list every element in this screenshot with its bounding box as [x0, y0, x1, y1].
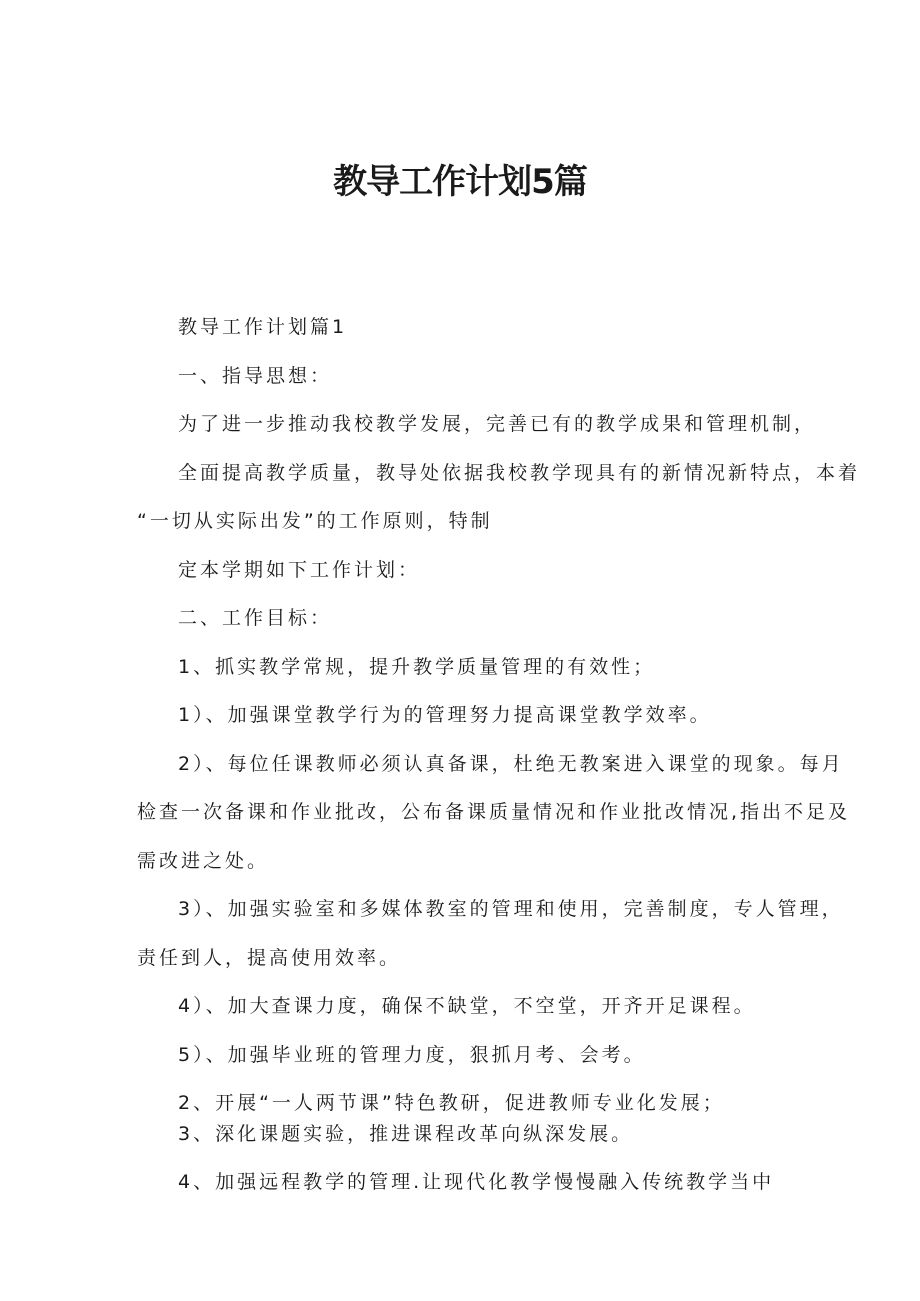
paragraph-line: 为了进一步推动我校教学发展，完善已有的教学成果和管理机制， [178, 413, 817, 435]
paragraph-line: 3、深化课题实验，推进课程改革向纵深发展。 [178, 1123, 634, 1145]
paragraph-line: 定本学期如下工作计划： [178, 559, 421, 581]
paragraph-line: 一、指导思想： [178, 365, 333, 387]
paragraph-line: 2、开展“一人两节课”特色教研，促进教师专业化发展； [178, 1092, 725, 1114]
section-heading: 教导工作计划篇1 [178, 316, 348, 338]
paragraph-line: 5）、加强毕业班的管理力度，狠抓月考、会考。 [178, 1044, 646, 1066]
paragraph-line: 全面提高教学质量，教导处依据我校教学现具有的新情况新特点，本着 [178, 462, 861, 484]
paragraph-line: 检查一次备课和作业批改，公布备课质量情况和作业批改情况,指出不足及 [137, 801, 851, 823]
paragraph-line: 4）、加大查课力度，确保不缺堂，不空堂，开齐开足课程。 [178, 995, 756, 1017]
paragraph-line: “一切从实际出发”的工作原则，特制 [137, 510, 493, 532]
paragraph-line: 4、加强远程教学的管理.让现代化教学慢慢融入传统教学当中 [178, 1171, 775, 1193]
paragraph-line: 责任到人，提高使用效率。 [137, 947, 402, 969]
paragraph-line: 需改进之处。 [137, 850, 270, 872]
paragraph-line: 3）、加强实验室和多媒体教室的管理和使用，完善制度，专人管理， [178, 898, 844, 920]
paragraph-line: 1）、加强课堂教学行为的管理努力提高课堂教学效率。 [178, 704, 712, 726]
paragraph-line: 二、工作目标： [178, 607, 333, 629]
document-title: 教导工作计划5篇 [333, 162, 587, 202]
paragraph-line: 1、抓实教学常规，提升教学质量管理的有效性； [178, 656, 656, 678]
paragraph-line: 2）、每位任课教师必须认真备课，杜绝无教案进入课堂的现象。每月 [178, 753, 844, 775]
